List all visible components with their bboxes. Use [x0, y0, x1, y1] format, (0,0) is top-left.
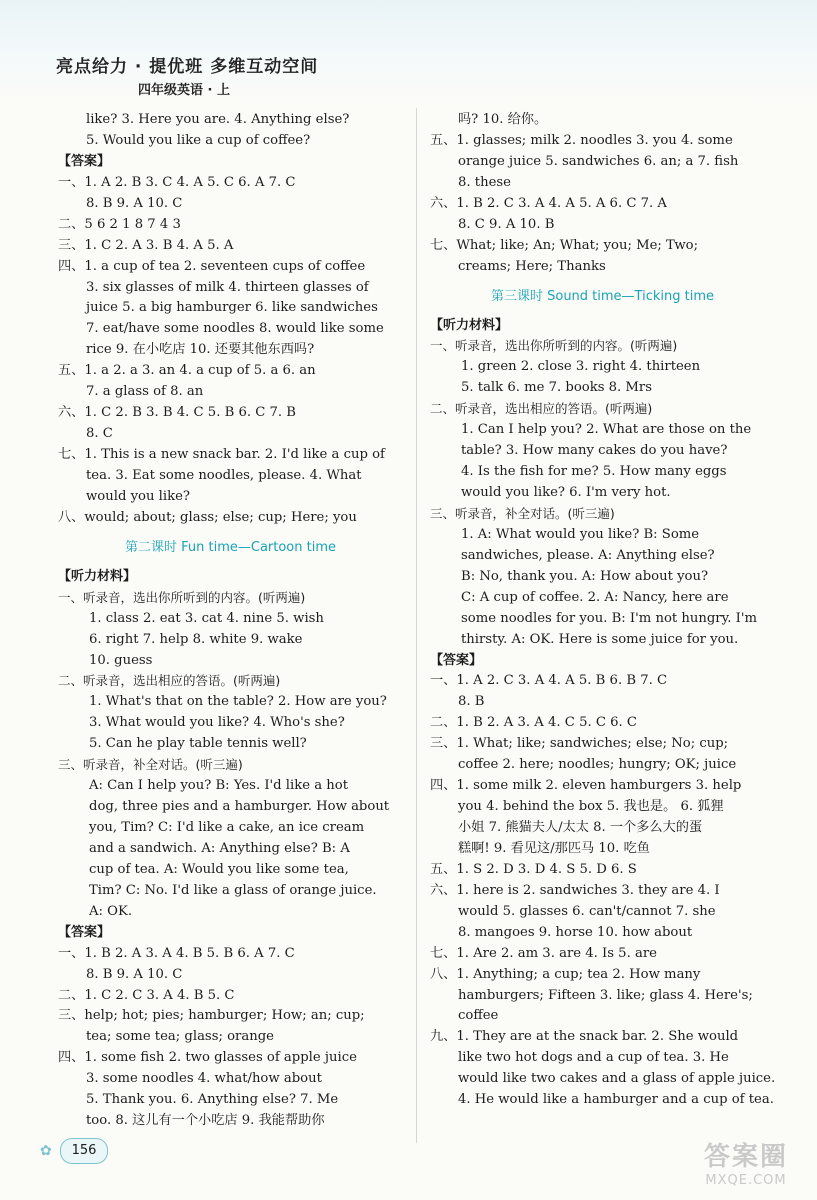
question-heading: 三、听录音，补全对话。(听三遍)	[430, 505, 615, 521]
text-line: coffee	[458, 1008, 499, 1024]
text-line: would like two cakes and a glass of apple juice.	[458, 1071, 775, 1087]
text-line: and a sandwich. A: Anything else? B: A	[89, 840, 350, 856]
text-line: juice 5. a big hamburger 6. like sandwiches	[86, 300, 378, 316]
header-band	[0, 0, 817, 100]
text-line: 八、1. Anything; a cup; tea 2. How many	[430, 966, 701, 982]
text-line: 4. Is the fish for me? 5. How many eggs	[461, 464, 727, 480]
text-line: 8. B 9. A 10. C	[86, 966, 183, 982]
text-line: 二、1. C 2. C 3. A 4. B 5. C	[58, 987, 235, 1003]
text-line: 1. What's that on the table? 2. How are you?	[89, 694, 387, 710]
question-heading: 二、听录音，选出相应的答语。(听两遍)	[58, 673, 281, 689]
text-line: 五、1. a 2. a 3. an 4. a cup of 5. a 6. an	[58, 363, 316, 379]
text-line: 四、1. some milk 2. eleven hamburgers 3. help	[430, 778, 742, 794]
text-line: 三、help; hot; pies; hamburger; How; an; cup;	[58, 1008, 365, 1024]
left-column	[58, 110, 403, 1132]
section-title: 第三课时 Sound time—Ticking time	[490, 288, 714, 304]
text-line: 3. six glasses of milk 4. thirteen glasses of	[86, 279, 369, 295]
text-line: too. 8. 这儿有一个小吃店 9. 我能帮助你	[86, 1113, 325, 1129]
text-line: A: Can I help you? B: Yes. I'd like a hot	[89, 778, 349, 794]
text-line: 5. talk 6. me 7. books 8. Mrs	[461, 380, 653, 396]
text-line: tea. 3. Eat some noodles, please. 4. What	[86, 467, 362, 483]
answer-heading: 【听力材料】	[430, 317, 509, 333]
text-line: 七、1. Are 2. am 3. are 4. Is 5. are	[430, 945, 657, 961]
text-line: 四、1. some fish 2. two glasses of apple juice	[58, 1050, 357, 1066]
text-line: 1. A: What would you like? B: Some	[461, 526, 700, 542]
text-line: table? 3. How many cakes do you have?	[461, 443, 728, 459]
flower-icon: ✿	[40, 1143, 52, 1159]
text-line: 3. some noodles 4. what/how about	[86, 1071, 322, 1087]
question-heading: 一、听录音，选出你所听到的内容。(听两遍)	[58, 589, 306, 605]
text-line: 8. these	[458, 174, 511, 190]
text-line: B: No, thank you. A: How about you?	[461, 568, 709, 584]
text-line: 八、would; about; glass; else; cup; Here; you	[58, 509, 357, 525]
text-line: 8. C	[86, 426, 113, 442]
text-line: 六、1. here is 2. sandwiches 3. they are 4. I	[430, 882, 720, 898]
text-line: C: A cup of coffee. 2. A: Nancy, here are	[461, 589, 729, 605]
text-line: 糕啊! 9. 看见这/那匹马 10. 吃鱼	[458, 840, 650, 856]
text-line: tea; some tea; glass; orange	[86, 1029, 274, 1045]
text-line: 8. B	[458, 694, 485, 710]
text-line: 七、What; like; An; What; you; Me; Two;	[430, 237, 699, 253]
page-header-subtitle: 四年级英语 · 上	[138, 83, 230, 98]
watermark-logo	[680, 1142, 812, 1196]
text-line: 5. Can he play table tennis well?	[89, 736, 307, 752]
text-line: creams; Here; Thanks	[458, 258, 606, 274]
text-line: cup of tea. A: Would you like some tea,	[89, 861, 349, 877]
text-line: 七、1. This is a new snack bar. 2. I'd like a cup of	[58, 447, 385, 462]
text-line: thirsty. A: OK. Here is some juice for you.	[461, 631, 739, 647]
text-line: 二、5 6 2 1 8 7 4 3	[58, 216, 181, 232]
text-line: 7. a glass of 8. an	[86, 384, 204, 400]
text-line: 三、1. C 2. A 3. B 4. A 5. A	[58, 237, 234, 253]
text-line: 6. right 7. help 8. white 9. wake	[89, 631, 303, 647]
text-line: A: OK.	[89, 903, 133, 919]
text-line: 五、1. glasses; milk 2. noodles 3. you 4. some	[430, 132, 733, 148]
text-line: dog, three pies and a hamburger. How about	[89, 799, 390, 815]
answer-heading: 【听力材料】	[58, 568, 137, 584]
text-line: 六、1. C 2. B 3. B 4. C 5. B 6. C 7. B	[58, 405, 296, 421]
text-line: 吗? 10. 给你。	[458, 112, 548, 127]
text-line: you, Tim? C: I'd like a cake, an ice cream	[89, 820, 365, 835]
text-line: would 5. glasses 6. can't/cannot 7. she	[458, 903, 716, 919]
answer-heading: 【答案】	[58, 153, 111, 169]
watermark-url: MXQE.COM	[705, 1173, 787, 1188]
text-line: 7. eat/have some noodles 8. would like some	[86, 321, 384, 337]
text-line: 8. C 9. A 10. B	[458, 216, 555, 232]
column-divider	[416, 108, 417, 1143]
text-line: 1. green 2. close 3. right 4. thirteen	[461, 359, 701, 375]
text-line: like two hot dogs and a cup of tea. 3. He	[458, 1050, 729, 1066]
text-line: orange juice 5. sandwiches 6. an; a 7. fish	[458, 153, 739, 169]
text-line: 1. class 2. eat 3. cat 4. nine 5. wish	[89, 610, 324, 626]
text-line: like? 3. Here you are. 4. Anything else?	[86, 112, 350, 127]
answer-heading: 【答案】	[430, 652, 483, 668]
text-line: 六、1. B 2. C 3. A 4. A 5. A 6. C 7. A	[430, 195, 667, 211]
text-line: 三、1. What; like; sandwiches; else; No; cup;	[430, 736, 729, 752]
question-heading: 三、听录音，补全对话。(听三遍)	[58, 757, 243, 773]
text-line: 一、1. B 2. A 3. A 4. B 5. B 6. A 7. C	[58, 945, 295, 961]
text-line: you 4. behind the box 5. 我也是。 6. 狐狸	[458, 799, 724, 815]
right-column	[430, 110, 775, 1111]
text-line: 5. Thank you. 6. Anything else? 7. Me	[86, 1092, 339, 1108]
text-line: Tim? C: No. I'd like a glass of orange juice.	[89, 882, 377, 898]
text-line: sandwiches, please. A: Anything else?	[461, 547, 715, 563]
text-line: 小姐 7. 熊猫夫人/太太 8. 一个多么大的蛋	[458, 820, 703, 835]
text-line: 5. Would you like a cup of coffee?	[86, 132, 311, 148]
watermark-title: 答案圈	[703, 1142, 788, 1172]
question-heading: 二、听录音，选出相应的答语。(听两遍)	[430, 401, 653, 417]
text-line: 8. B 9. A 10. C	[86, 195, 183, 211]
text-line: 一、1. A 2. B 3. C 4. A 5. C 6. A 7. C	[58, 174, 296, 190]
text-line: 10. guess	[89, 652, 153, 668]
answer-heading: 【答案】	[58, 924, 111, 940]
text-line: hamburgers; Fifteen 3. like; glass 4. Here's;	[458, 987, 753, 1003]
text-line: 8. mangoes 9. horse 10. how about	[458, 924, 693, 940]
page-number: 156	[60, 1138, 108, 1164]
page-header-title: 亮点给力 · 提优班 多维互动空间	[56, 57, 319, 77]
text-line: some noodles for you. B: I'm not hungry. I'm	[461, 610, 758, 626]
text-line: 1. Can I help you? 2. What are those on the	[461, 422, 752, 438]
text-line: rice 9. 在小吃店 10. 还要其他东西吗?	[86, 342, 315, 358]
text-line: 二、1. B 2. A 3. A 4. C 5. C 6. C	[430, 715, 637, 731]
text-line: 一、1. A 2. C 3. A 4. A 5. B 6. B 7. C	[430, 673, 668, 689]
text-line: 3. What would you like? 4. Who's she?	[89, 715, 345, 731]
text-line: coffee 2. here; noodles; hungry; OK; juice	[458, 757, 737, 773]
section-title: 第二课时 Fun time—Cartoon time	[124, 539, 336, 555]
question-heading: 一、听录音，选出你所听到的内容。(听两遍)	[430, 338, 678, 354]
text-line: would you like? 6. I'm very hot.	[461, 485, 671, 500]
text-line: 四、1. a cup of tea 2. seventeen cups of coffee	[58, 258, 366, 274]
text-line: 4. He would like a hamburger and a cup of tea.	[458, 1092, 774, 1108]
text-line: 五、1. S 2. D 3. D 4. S 5. D 6. S	[430, 861, 637, 877]
text-line: 九、1. They are at the snack bar. 2. She would	[430, 1029, 739, 1045]
text-line: would you like?	[86, 488, 190, 504]
